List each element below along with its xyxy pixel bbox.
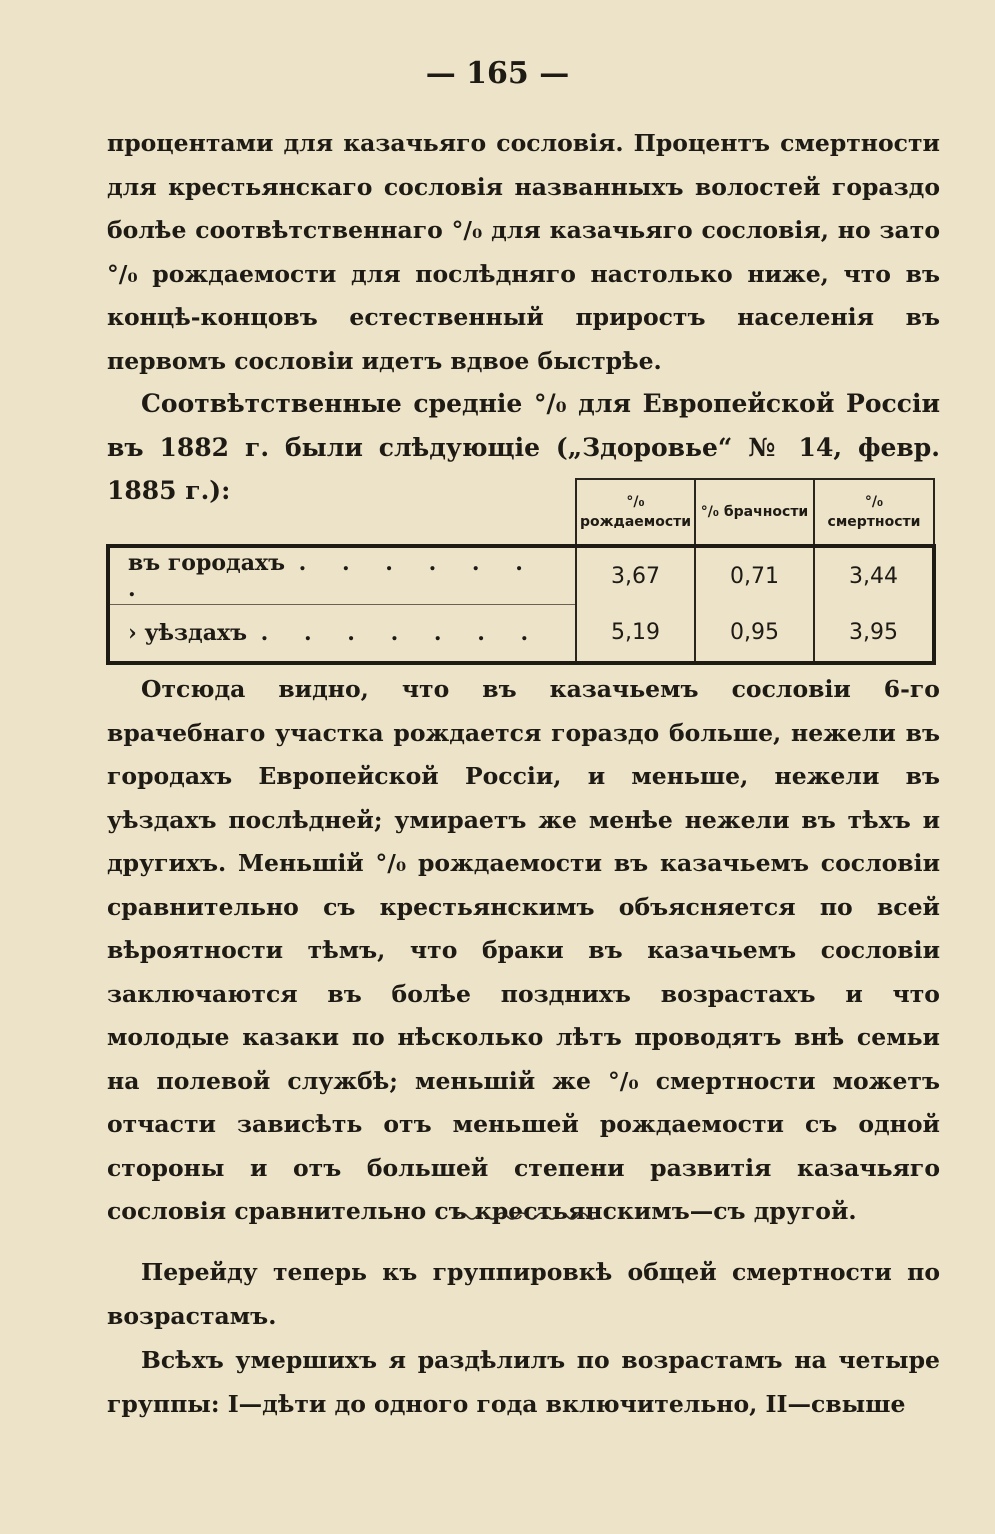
page-number: — 165 — [425,56,570,91]
cell-mortality-rate: 3,44 [814,546,934,605]
header-birth-rate: °/₀ рождаемости [576,479,695,546]
row-label: въ городахъ [128,550,285,576]
paragraph-3: Отсюда видно, что въ казачьемъ сословіи 6-го врачебнаго участка рождается гораздо больше, нежели въ городахъ Европейской Россіи, и меньше, нежели въ уѣздахъ послѣдней; умираетъ же менѣе нежели въ тѣхъ и другихъ. Меньшій °/₀ рождаемости въ казачьемъ сословіи сравнительно съ крестьянскимъ объясняется по всей вѣроятности тѣмъ, что браки въ казачьемъ сословіи заключаются въ болѣе позднихъ возрастахъ и что молодые казаки по нѣсколько лѣтъ проводятъ внѣ семьи на полевой службѣ; меньшій же °/₀ смертности можетъ отчасти зависѣть отъ меньшей рождаемости съ одной стороны и отъ большей степени развитія казачьяго сословія сравнительно съ крестьянскимъ—съ другой. [107,675,940,1225]
header-mortality-rate: °/₀ смертности [814,479,934,546]
row-label-cell [108,605,576,664]
cell-mortality-rate: 3,95 [814,605,934,664]
paragraph-1: процентами для казачьяго сословія. Процентъ смертности для крестьянскаго сословія названныхъ волостей гораздо болѣе соотвѣтственнаго °/₀ для казачьяго сословія, но зато °/₀ рождаемости для послѣдняго настолько ниже, что въ концѣ-концовъ естественный приростъ населенія въ первомъ сословіи идетъ вдвое быстрѣе. [107,129,940,375]
paragraph-2: Соотвѣтственные средніе °/₀ для Европейской Россіи въ 1882 г. были слѣдующіе („Здоровье“ № 14, февр. 1885 г.): [107,389,940,505]
cell-birth-rate: 3,67 [576,546,695,605]
paragraph-4: Перейду теперь къ группировкѣ общей смертности по возрастамъ. [107,1258,940,1330]
section-divider-ornament [455,1208,595,1224]
cell-birth-rate: 5,19 [576,605,695,664]
table-row [108,546,934,605]
row-label-cell [108,546,576,605]
statistics-table [106,478,936,662]
table-header-row [108,479,934,546]
table-row [108,605,934,664]
paragraph-5: Всѣхъ умершихъ я раздѣлилъ по возрастамъ на четыре группы: I—дѣти до одного года включительно, II—свыше [107,1346,940,1418]
row-label: › уѣздахъ [128,620,247,646]
leader-dots: . . . . . . . [260,620,543,646]
cell-marriage-rate: 0,71 [695,546,814,605]
leader-dots: . . . . . . . [128,550,537,602]
cell-marriage-rate: 0,95 [695,605,814,664]
table-corner [108,479,576,546]
header-marriage-rate: °/₀ брачности [695,479,814,546]
